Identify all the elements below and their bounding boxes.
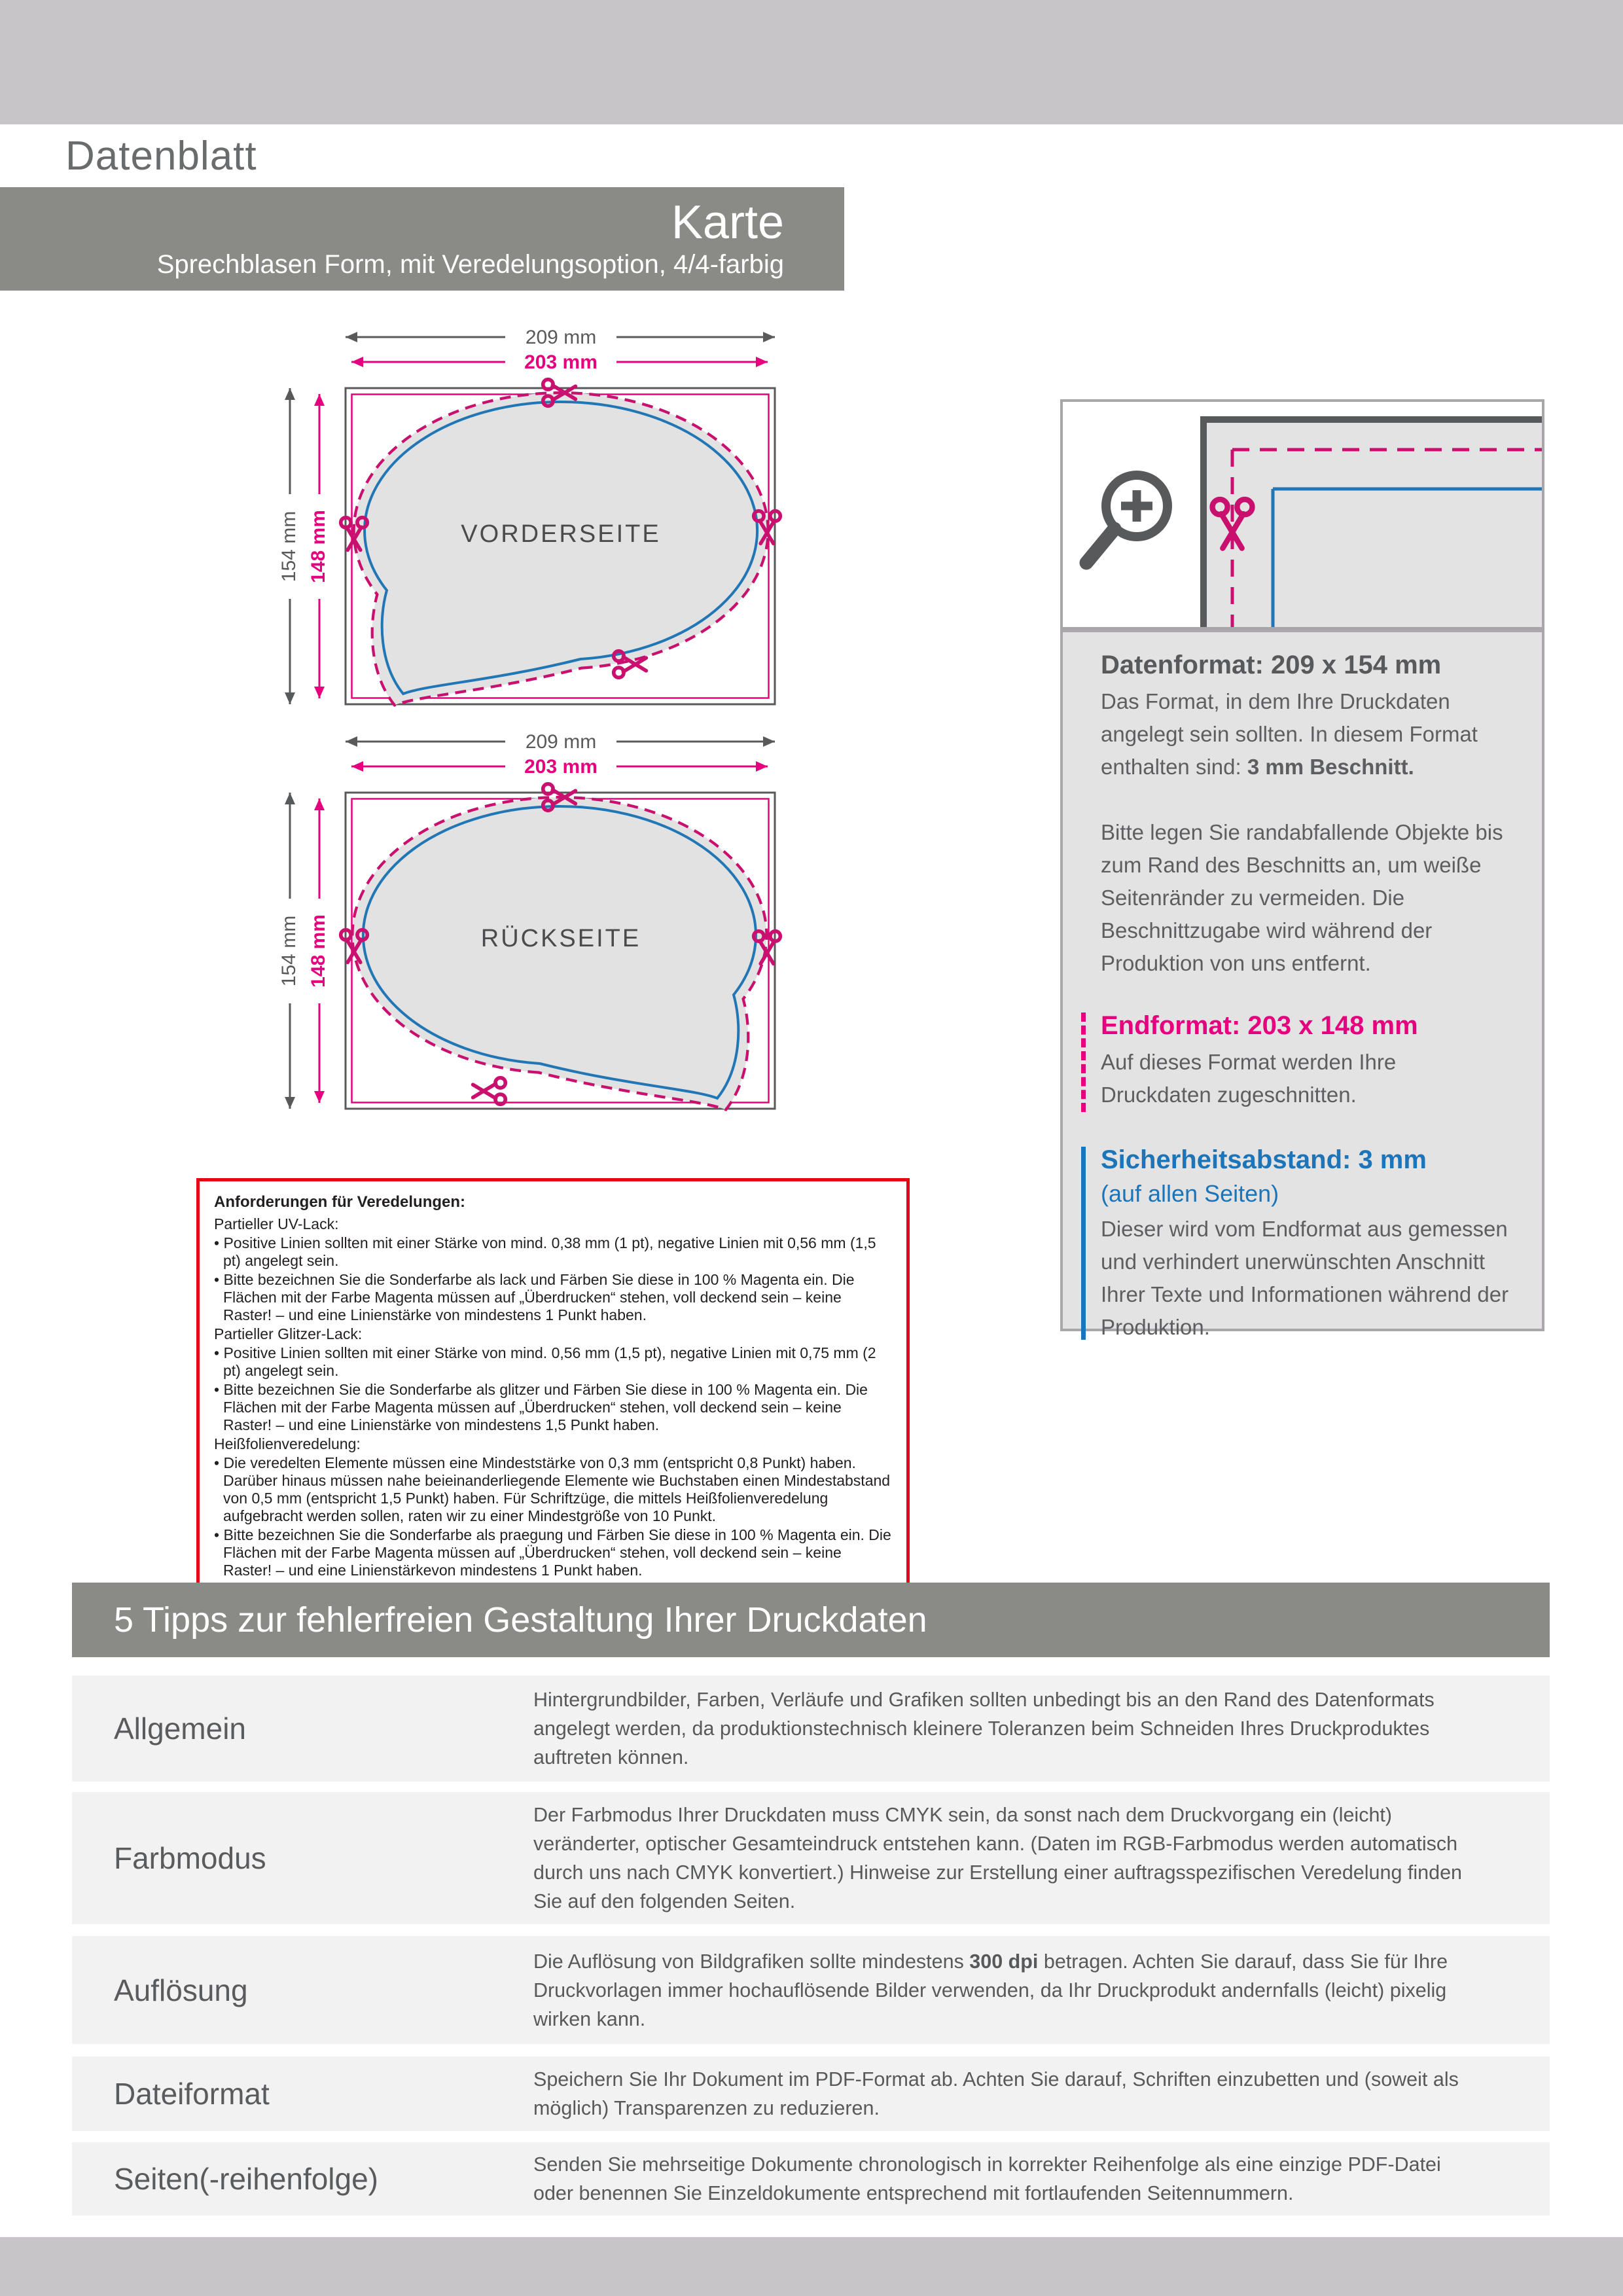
endformat-body: Auf dieses Format werden Ihre Druckdaten zugeschnitten.: [1101, 1050, 1397, 1107]
vorderseite-diagram: [275, 327, 785, 720]
dim-209-label: 209 mm: [525, 732, 597, 753]
scissors-icon: [473, 1078, 506, 1105]
sicherheitsabstand-heading: Sicherheitsabstand: 3 mm: [1101, 1145, 1427, 1174]
tip-row-dateiformat: [72, 2056, 1550, 2131]
sicherheitsabstand-block: [1101, 1145, 1509, 1344]
bullet: • Bitte bezeichnen Sie die Sonderfarbe als lack und Färben Sie diese in 100 % Magenta ein. Die Flächen mit der Farbe Magenta müssen auf „Überdrucken“ stehen, voll deckend sein – keine Raster! – und eine Linienstärke von mindestens 1 Punkt haben.: [214, 1271, 892, 1324]
tip-row-aufloesung: [72, 1936, 1550, 2044]
tips-banner: [72, 1583, 1550, 1657]
dim-203-label: 203 mm: [524, 351, 597, 373]
datenformat-block: [1101, 651, 1509, 980]
dim-148-label: 148 mm: [308, 510, 329, 583]
dim-209: [346, 327, 775, 348]
speech-bubble: [352, 797, 766, 1109]
endformat-accent-line: [1081, 1013, 1086, 1112]
bubble-side-label: VORDERSEITE: [461, 520, 661, 548]
datenformat-heading: Datenformat: 209 x 154 mm: [1101, 651, 1442, 679]
rueckseite-diagram: [275, 732, 785, 1124]
tip-text: Senden Sie mehrseitige Dokumente chronologisch in korrekter Reihenfolge als eine einzige PDF-Datei oder benennen Sie Einzeldokumente entsprechend mit fortlaufenden Seitennummern.: [533, 2153, 1441, 2204]
heissfolie-bullets: [214, 1454, 892, 1579]
bubble-side-label: RÜCKSEITE: [480, 925, 641, 952]
top-gray-band: [0, 0, 1623, 124]
bleed-detail-box: [1060, 399, 1544, 630]
datenblatt-corner-box: [0, 124, 330, 187]
tip-text: Die Auflösung von Bildgrafiken sollte mindestens 300 dpi betragen. Achten Sie darauf, dass Sie für Ihre Druckvorlagen immer hochauflösende Bilder verwenden, da Ihr Druckprodukt andernfalls (leicht) pixelig wirken kann.: [533, 1950, 1448, 2030]
requirements-title: Anforderungen für Veredelungen:: [214, 1193, 466, 1211]
magnifier-plus-icon: [1086, 475, 1168, 563]
bullet: • Die veredelten Elemente müssen eine Mindeststärke von 0,3 mm (entspricht 0,8 Punkt) haben. Darüber hinaus müssen nahe beieinanderliegende Elemente wie Buchstaben einen Mindestabstand von 0,5 mm (entspricht 1,5 Punkt) haben. Für Schriftzüge, die mittels Heißfolienveredelung aufgebracht werden sollen, raten wir zu einer Mindestgröße von 10 Punkt.: [214, 1454, 892, 1525]
tips-banner-text: 5 Tipps zur fehlerfreien Gestaltung Ihrer Druckdaten: [114, 1600, 927, 1640]
dim-203: [351, 351, 768, 373]
tip-row-seitenreihenfolge: [72, 2142, 1550, 2215]
dim-148: [308, 394, 330, 698]
dim-209-label: 209 mm: [525, 327, 597, 348]
product-header-bar: [0, 187, 844, 291]
dim-148-label: 148 mm: [308, 914, 329, 988]
tip-text: Der Farbmodus Ihrer Druckdaten muss CMYK sein, da sonst nach dem Druckvorgang ein (leicht) veränderter, optischer Gesamteindruck entstehen kann. (Daten im RGB-Farbmodus werden automatisch durch uns nach CMYK konvertiert.) Hinweise zur Erstellung einer auftragsspezifischen Veredelung finden Sie auf den folgenden Seiten.: [533, 1804, 1462, 1912]
page-title: Karte: [671, 196, 784, 249]
paper-edge-top: [1200, 416, 1542, 423]
dim-203-label: 203 mm: [524, 756, 597, 778]
dim-203: [351, 756, 768, 778]
sicherheitsabstand-subheading: (auf allen Seiten): [1101, 1180, 1279, 1207]
paper-edge-left: [1200, 416, 1207, 627]
speech-bubble: [354, 393, 768, 705]
uv-lack-bullets: [214, 1234, 892, 1324]
tip-text: Hintergrundbilder, Farben, Verläufe und Grafiken sollten unbedingt bis an den Rand des Datenformats angelegt werden, da produktionstechnisch kleinere Toleranzen beim Schneiden Ihres Druckproduktes auftreten können.: [533, 1689, 1435, 1768]
endformat-heading: Endformat: 203 x 148 mm: [1101, 1011, 1418, 1040]
tip-label: Farbmodus: [114, 1841, 266, 1875]
tip-label: Dateiformat: [114, 2077, 270, 2111]
bleed-detail-illustration: [1063, 402, 1542, 627]
dim-154-label: 154 mm: [278, 915, 300, 987]
glitzer-lack-bullets: [214, 1344, 892, 1434]
bullet: • Bitte bezeichnen Sie die Sonderfarbe als praegung und Färben Sie diese in 100 % Magenta ein. Die Flächen mit der Farbe Magenta müssen auf „Überdrucken“ stehen, voll deckend sein – keine Raster! – und eine Linienstärkevon mindestens 1 Punkt haben.: [214, 1526, 892, 1579]
bullet: • Positive Linien sollten mit einer Stärke von mind. 0,56 mm (1,5 pt), negative Linien mit 0,75 mm (2 pt) angelegt sein.: [214, 1344, 892, 1380]
tip-text: Speichern Sie Ihr Dokument im PDF-Format ab. Achten Sie darauf, Schriften einzubetten und (soweit als möglich) Transparenzen zu reduzieren.: [533, 2068, 1459, 2119]
endformat-block: [1101, 1011, 1509, 1111]
tip-label: Seiten(-reihenfolge): [114, 2162, 379, 2196]
tip-row-allgemein: [72, 1676, 1550, 1782]
dim-148: [308, 798, 330, 1103]
sicherheitsabstand-body: Dieser wird vom Endformat aus gemessen und verhindert unerwünschten Anschnitt Ihrer Texte und Informationen während der Produktion.: [1101, 1217, 1509, 1339]
sicherheitsabstand-accent-line: [1081, 1147, 1086, 1340]
datenblatt-label: Datenblatt: [65, 133, 257, 179]
section-heading-glitzer-lack: Partieller Glitzer-Lack:: [214, 1325, 363, 1342]
page-subtitle: Sprechblasen Form, mit Veredelungsoption, 4/4-farbig: [156, 250, 784, 279]
paper-corner: [1200, 416, 1542, 627]
dim-154: [278, 793, 301, 1109]
tip-label: Allgemein: [114, 1712, 246, 1746]
dim-209: [346, 732, 775, 753]
veredelung-requirements-box: [196, 1178, 910, 1594]
tip-row-farbmodus: [72, 1792, 1550, 1924]
tip-label: Auflösung: [114, 1973, 248, 2007]
bullet: • Positive Linien sollten mit einer Stärke von mind. 0,38 mm (1 pt), negative Linien mit 0,56 mm (1,5 pt) angelegt sein.: [214, 1234, 892, 1270]
dim-154: [278, 388, 301, 704]
datenformat-body1: Das Format, in dem Ihre Druckdaten angelegt sein sollten. In diesem Format enthalten sind: 3 mm Beschnitt.: [1101, 689, 1478, 779]
footer-gray-band: [0, 2237, 1623, 2296]
dim-154-label: 154 mm: [278, 511, 300, 583]
datenformat-body2: Bitte legen Sie randabfallende Objekte bis zum Rand des Beschnitts an, um weiße Seitenränder zu vermeiden. Die Beschnittzugabe wird während der Produktion von uns entfernt.: [1101, 820, 1503, 975]
section-heading-uv-lack: Partieller UV-Lack:: [214, 1215, 339, 1232]
bullet: • Bitte bezeichnen Sie die Sonderfarbe als glitzer und Färben Sie diese in 100 % Magenta ein. Die Flächen mit der Farbe Magenta müssen auf „Überdrucken“ stehen, voll deckend sein – keine Raster! – und eine Linienstärke von mindestens 1,5 Punkt haben.: [214, 1381, 892, 1434]
section-heading-heissfolie: Heißfolienveredelung:: [214, 1435, 361, 1452]
format-info-panel: [1060, 630, 1544, 1339]
